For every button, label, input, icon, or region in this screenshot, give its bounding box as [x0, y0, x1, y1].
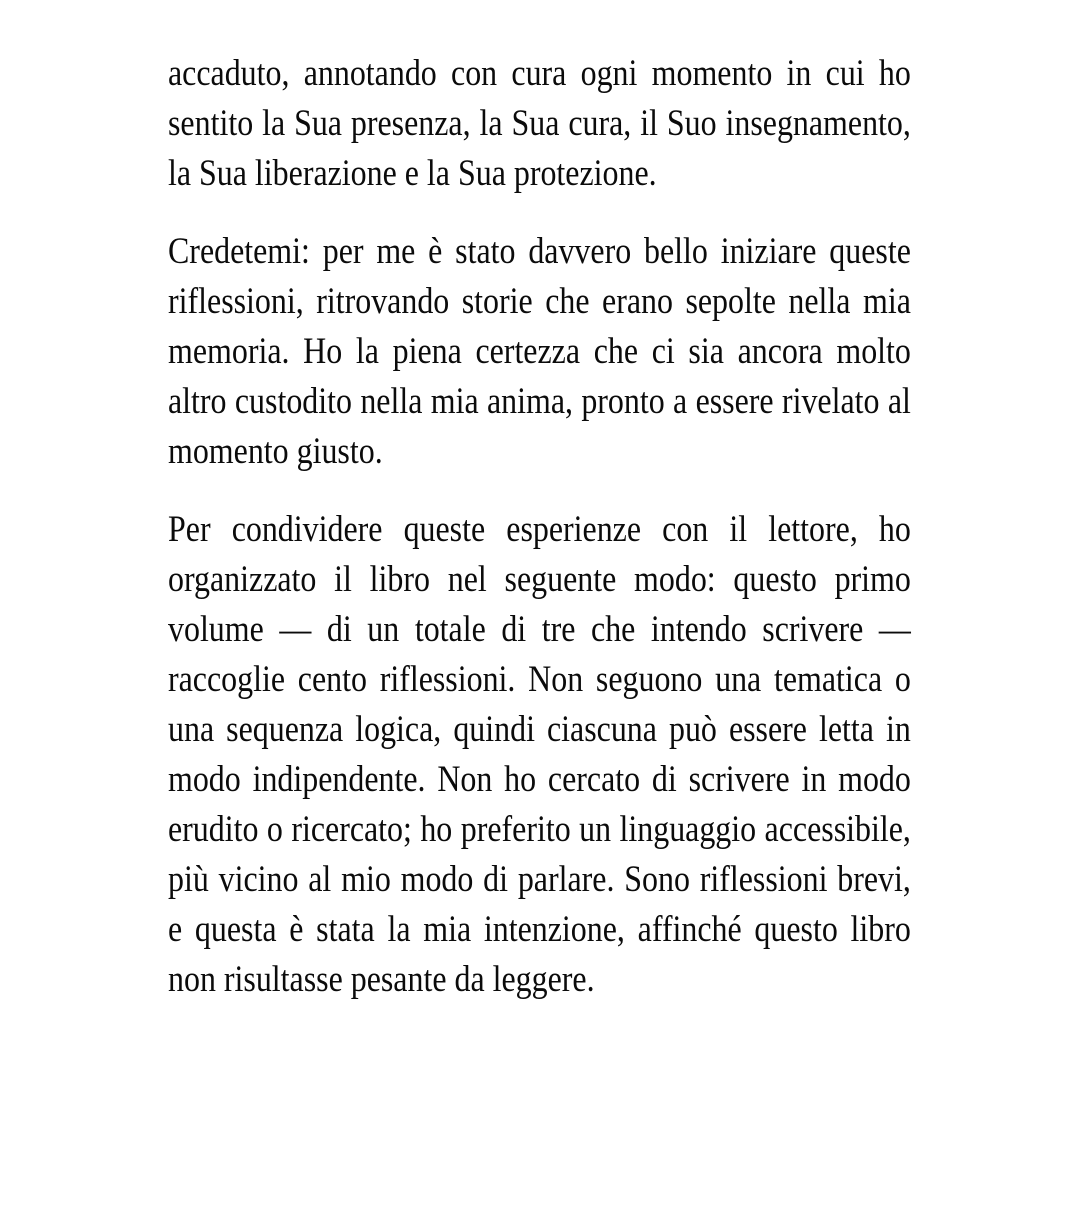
paragraph-1: accaduto, annotando con cura ogni momento in cui ho sentito la Sua presenza, la Sua cura, il Suo insegnamento, la Sua liberazione e la Sua protezione.: [168, 52, 911, 193]
body-text-column: [168, 48, 911, 1004]
paragraph-2: Credetemi: per me è stato davvero bello iniziare queste riflessioni, ritrovando storie che erano sepolte nella mia memoria. Ho la piena certezza che ci sia ancora molto altro custodito nella mia anima, pronto a essere rivelato al momento giusto.: [168, 230, 911, 471]
paragraph-3: Per condividere queste esperienze con il lettore, ho organizzato il libro nel seguente modo: questo primo volume — di un totale di tre che intendo scrivere — raccoglie cento riflessioni. Non seguono una tematica o una sequenza logica, quindi ciascuna può essere letta in modo indipendente. Non ho cercato di scrivere in modo erudito o ricercato; ho preferito un linguaggio accessibile, più vicino al mio modo di parlare. Sono riflessioni brevi, e questa è stata la mia intenzione, affinché questo libro non risultasse pesante da leggere.: [168, 508, 911, 999]
